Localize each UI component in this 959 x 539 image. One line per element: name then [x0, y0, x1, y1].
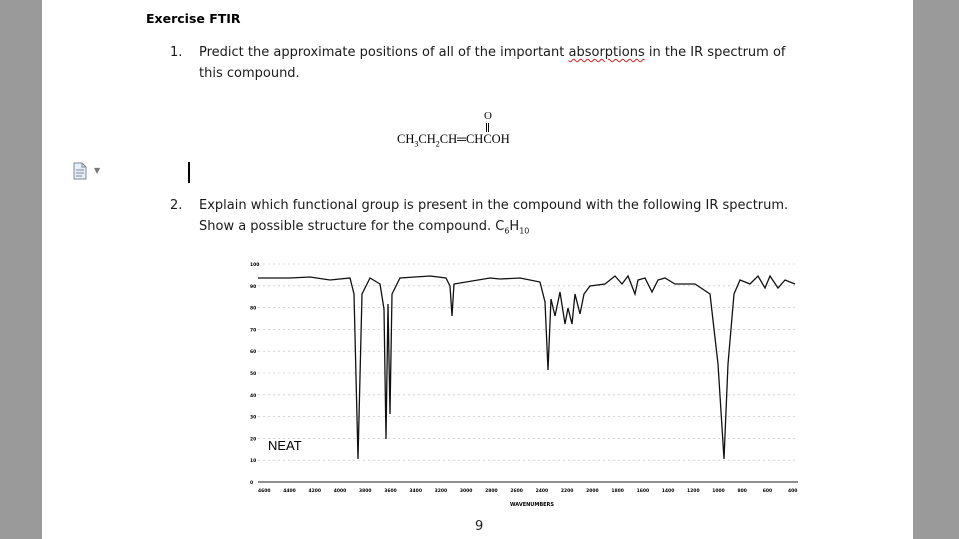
x-tick-label: 600 — [762, 489, 773, 494]
y-tick-label: 10 — [250, 459, 257, 465]
formula-subscript: 6 — [504, 226, 510, 236]
sample-label: NEAT — [268, 438, 302, 453]
question-text — [199, 195, 839, 242]
x-tick-label: 3400 — [409, 489, 422, 494]
ir-spectrum-image — [250, 254, 804, 516]
question-number: 1. — [170, 45, 183, 60]
question-text-line2: this compound. — [199, 66, 300, 81]
chemical-formula — [397, 132, 510, 149]
formula-part: CH — [397, 132, 415, 146]
x-tick-label: 4400 — [283, 489, 296, 494]
x-tick-label: 1800 — [611, 489, 624, 494]
carbonyl-double-bond — [486, 123, 489, 132]
x-tick-label: 3000 — [459, 489, 473, 494]
x-tick-label: 2800 — [485, 489, 498, 494]
question-text-part: Predict the approximate positions of all of the important — [199, 45, 569, 60]
y-tick-label: 0 — [250, 481, 254, 486]
x-tick-label: 3600 — [384, 489, 397, 494]
y-tick-label: 20 — [250, 437, 257, 443]
y-tick-label: 60 — [250, 350, 257, 356]
y-tick-label: 100 — [250, 263, 260, 268]
document-options-icon[interactable] — [72, 162, 88, 184]
spellcheck-word[interactable]: absorptions — [568, 45, 645, 60]
x-tick-label: 2000 — [586, 489, 599, 494]
y-tick-label: 90 — [250, 284, 257, 290]
x-tick-label: 4600 — [258, 489, 271, 494]
x-tick-label: 4200 — [308, 489, 322, 494]
formula-subscript: 2 — [435, 139, 440, 149]
x-tick-label: 1400 — [661, 489, 675, 494]
x-tick-label: 1000 — [712, 489, 725, 494]
y-tick-label: 40 — [250, 393, 257, 399]
y-tick-label: 70 — [250, 328, 257, 334]
x-tick-label: 800 — [737, 489, 747, 494]
x-axis-label: WAVENUMBERS — [510, 502, 555, 508]
x-tick-label: 2600 — [510, 489, 523, 494]
y-tick-label: 30 — [250, 415, 257, 421]
y-tick-label: 50 — [250, 372, 257, 377]
question-text-part: Show a possible structure for the compound. C — [199, 219, 505, 234]
formula-part: CH — [418, 132, 436, 146]
formula-subscript: 10 — [519, 226, 530, 236]
page-number: 9 — [475, 519, 484, 534]
question-text — [199, 42, 839, 84]
question-text-part: H — [509, 219, 520, 234]
x-tick-label: 3800 — [358, 489, 372, 494]
formula-subscript: 3 — [414, 139, 419, 149]
x-tick-label: 1600 — [636, 489, 650, 494]
x-tick-label: 2200 — [560, 489, 574, 494]
document-title: Exercise FTIR — [146, 11, 241, 26]
question-text-line1: Explain which functional group is present in the compound with the following IR spectrum. — [199, 198, 789, 213]
x-tick-label: 3200 — [434, 489, 448, 494]
question-text-part: in the IR spectrum of — [644, 45, 786, 60]
x-tick-label: 400 — [788, 489, 798, 494]
dropdown-caret-icon[interactable]: ▼ — [94, 166, 101, 175]
formula-part: CH═CHCOH — [439, 132, 510, 146]
spectrum-trace — [258, 276, 795, 459]
x-tick-label: 2400 — [535, 489, 549, 494]
x-tick-label: 1200 — [687, 489, 700, 494]
x-tick-label: 4000 — [333, 489, 347, 494]
text-cursor — [188, 162, 190, 183]
question-number: 2. — [170, 198, 183, 213]
carbonyl-oxygen: O — [484, 110, 492, 122]
document-page — [42, 0, 913, 539]
y-tick-label: 80 — [250, 306, 257, 312]
